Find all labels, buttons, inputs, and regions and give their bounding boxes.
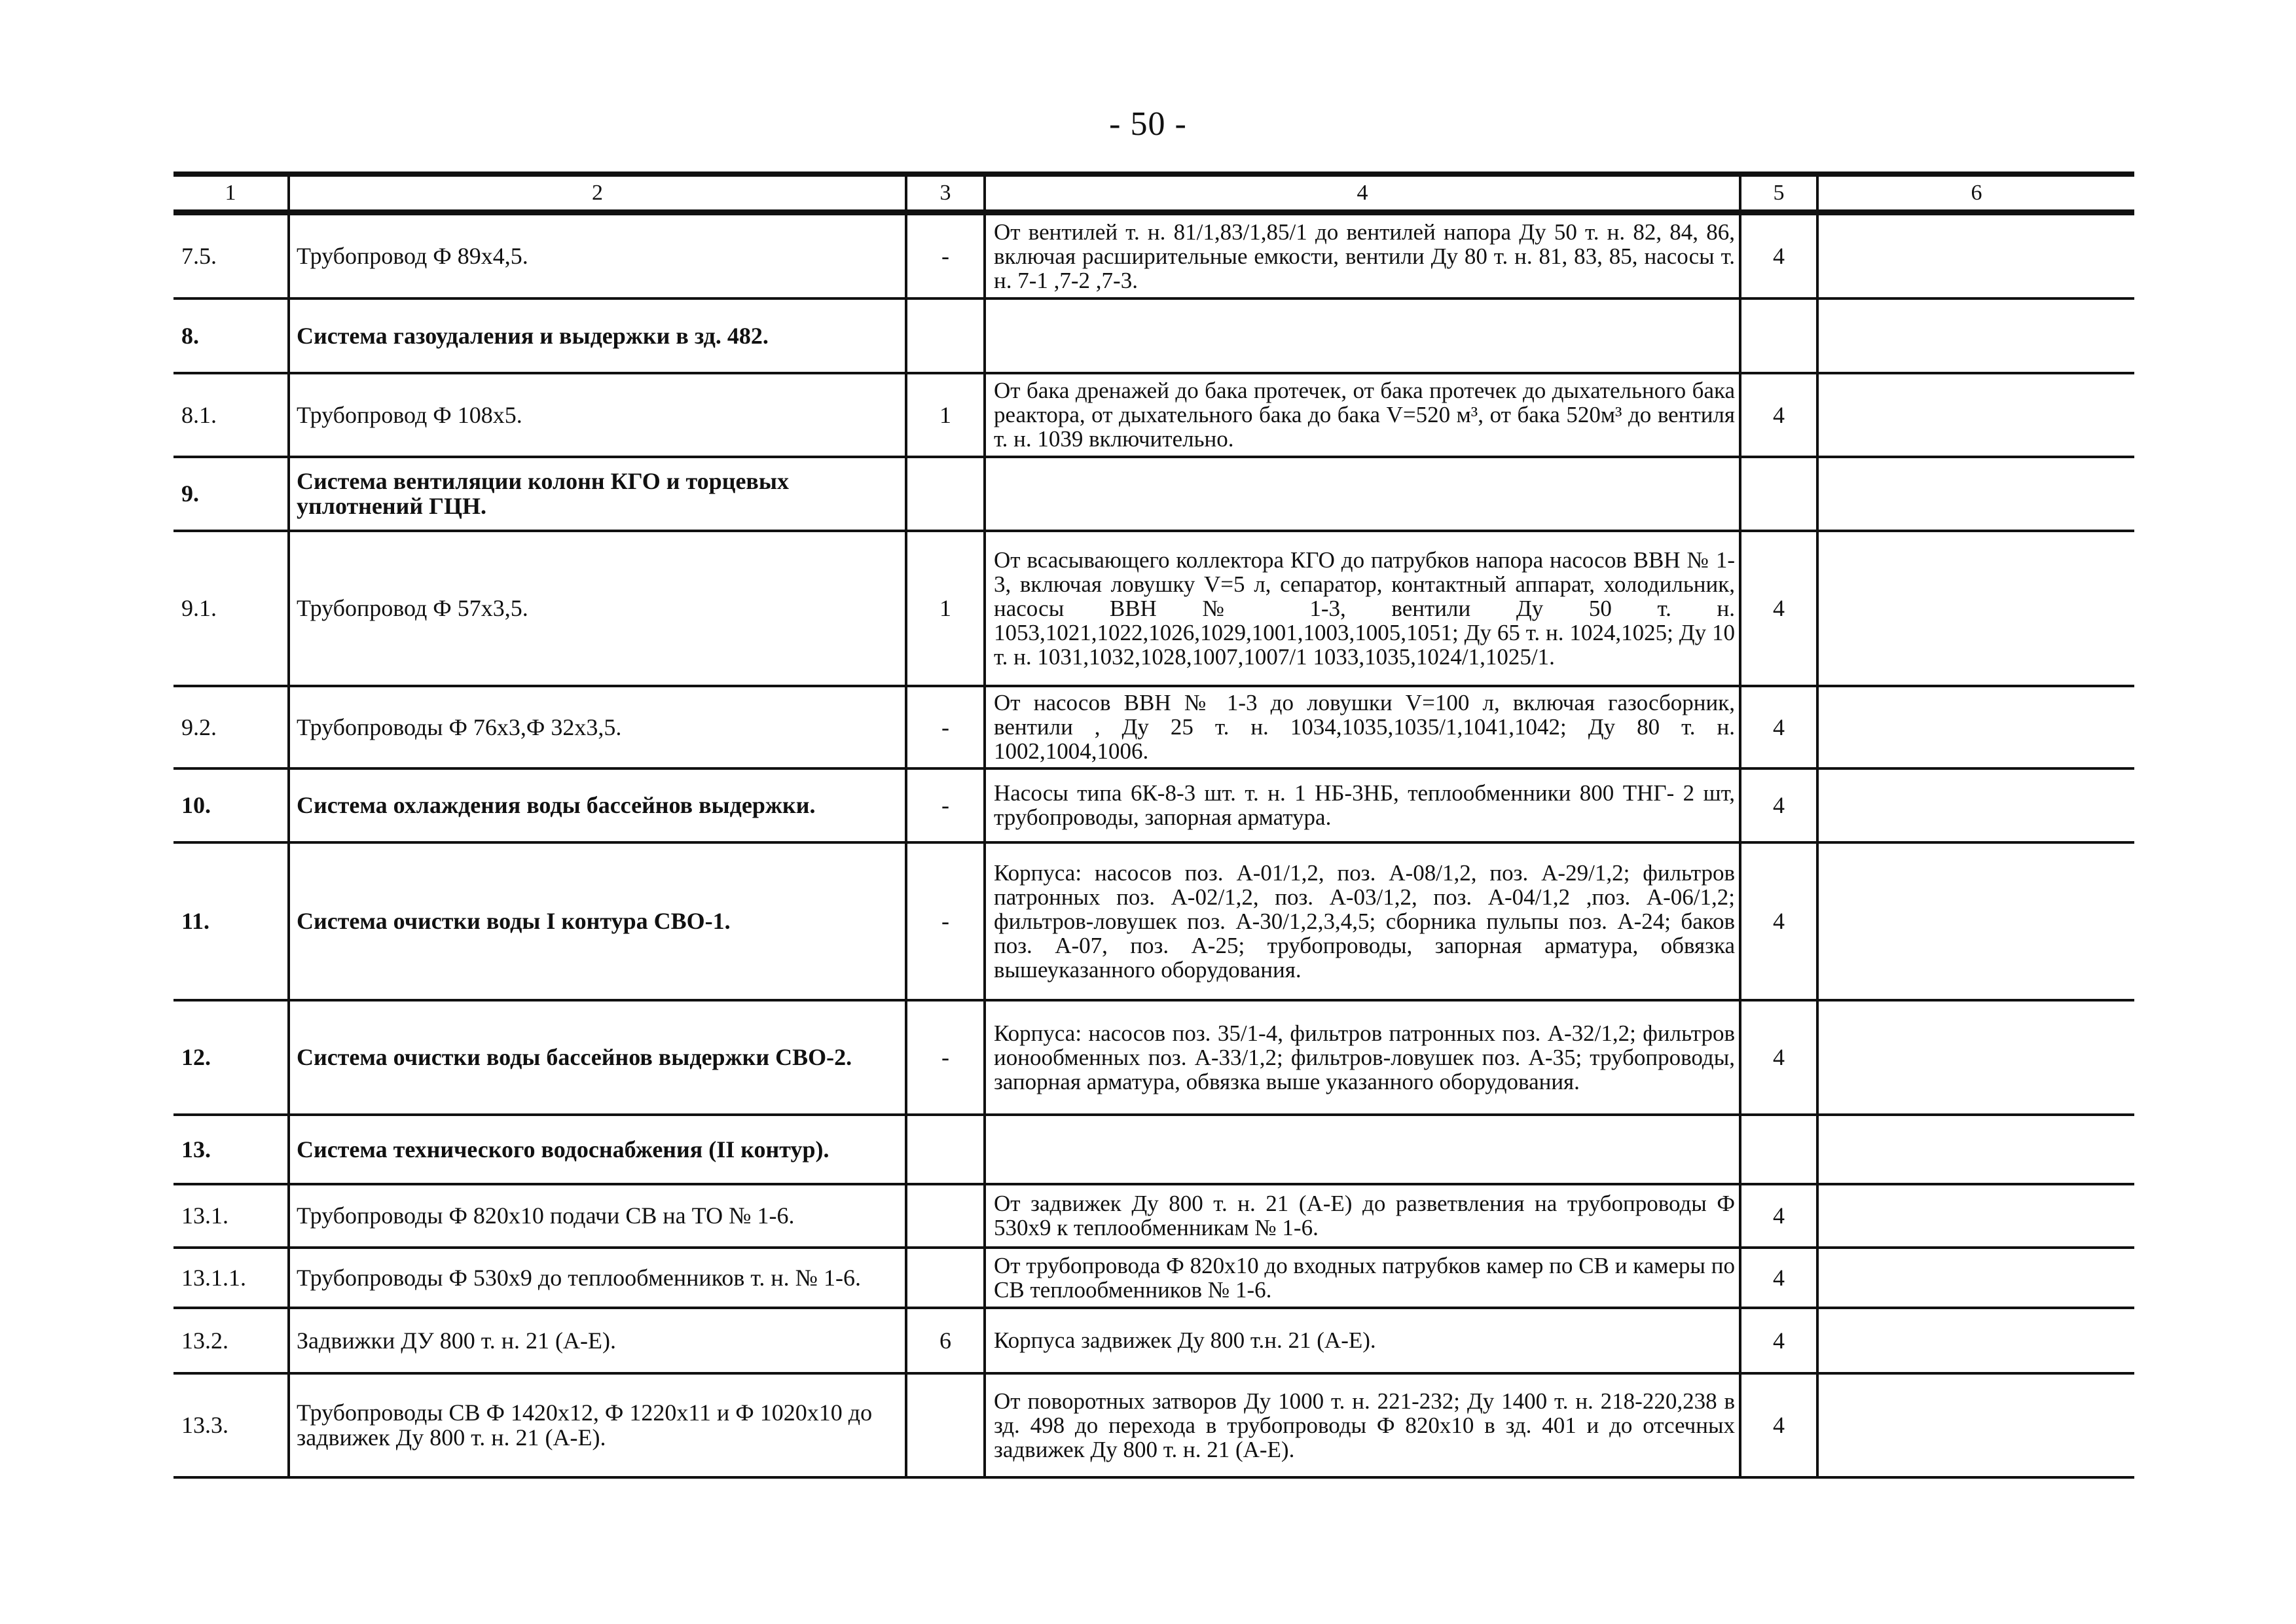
row-name: Трубопроводы Ф 820х10 подачи СВ на ТО № 1-6. [289,1184,906,1248]
page-number: - 50 - [1109,105,1187,143]
row-category: 4 [1740,531,1817,686]
table-row [173,531,2134,686]
row-category: 4 [1740,686,1817,768]
row-name: Трубопроводы СВ Ф 1420х12, Ф 1220х11 и Ф 1020х10 до задвижек Ду 800 т. н. 21 (А-Е). [289,1373,906,1477]
row-note [1817,842,2134,1000]
equipment-table-container [173,171,2134,1479]
table-row [173,768,2134,842]
row-category: 4 [1740,768,1817,842]
column-number-row [173,174,2134,213]
row-number: 7.5. [173,213,289,298]
row-note [1817,1308,2134,1373]
row-number: 13.2. [173,1308,289,1373]
table-row [173,686,2134,768]
row-description [985,298,1740,373]
table-row [173,1000,2134,1115]
row-category: 4 [1740,1248,1817,1308]
column-number-1: 1 [173,174,289,213]
row-category: 4 [1740,373,1817,457]
row-number: 9.1. [173,531,289,686]
row-quantity: - [906,686,985,768]
row-description: Насосы типа 6К-8-3 шт. т. н. 1 НБ-3НБ, теплообменники 800 ТНГ- 2 шт, трубопроводы, запорная арматура. [985,768,1740,842]
row-quantity [906,457,985,531]
row-category: 4 [1740,1308,1817,1373]
row-note [1817,298,2134,373]
row-description: Корпуса задвижек Ду 800 т.н. 21 (А-Е). [985,1308,1740,1373]
row-description: От насосов ВВН № 1-3 до ловушки V=100 л, включая газосборник, вентили , Ду 25 т. н. 1034,1035,1035/1,1041,1042; Ду 80 т. н. 1002,1004,1006. [985,686,1740,768]
row-note [1817,531,2134,686]
row-number: 9. [173,457,289,531]
table-row [173,842,2134,1000]
row-note [1817,1000,2134,1115]
row-name: Трубопроводы Ф 530х9 до теплообменников т. н. № 1-6. [289,1248,906,1308]
row-name: Трубопроводы Ф 76х3,Ф 32х3,5. [289,686,906,768]
row-name: Трубопровод Ф 89х4,5. [289,213,906,298]
row-number: 11. [173,842,289,1000]
row-note [1817,686,2134,768]
table-row [173,1248,2134,1308]
row-description: От задвижек Ду 800 т. н. 21 (А-Е) до разветвления на трубопроводы Ф 530х9 к теплообменникам № 1-6. [985,1184,1740,1248]
row-number: 10. [173,768,289,842]
row-quantity: 1 [906,531,985,686]
column-number-4: 4 [985,174,1740,213]
row-number: 13. [173,1115,289,1184]
column-number-2: 2 [289,174,906,213]
table-row [173,373,2134,457]
row-number: 8.1. [173,373,289,457]
row-name: Система очистки воды I контура СВО-1. [289,842,906,1000]
row-category: 4 [1740,842,1817,1000]
row-name: Система охлаждения воды бассейнов выдержки. [289,768,906,842]
row-category: 4 [1740,1000,1817,1115]
row-category: 4 [1740,1373,1817,1477]
row-name: Система очистки воды бассейнов выдержки СВО-2. [289,1000,906,1115]
column-number-5: 5 [1740,174,1817,213]
table-row [173,298,2134,373]
row-category [1740,1115,1817,1184]
table-row [173,1184,2134,1248]
row-number: 13.3. [173,1373,289,1477]
row-category [1740,298,1817,373]
row-quantity [906,1248,985,1308]
row-note [1817,373,2134,457]
row-note [1817,1115,2134,1184]
row-description [985,457,1740,531]
row-description [985,1115,1740,1184]
table-row [173,1115,2134,1184]
column-number-6: 6 [1817,174,2134,213]
row-category [1740,457,1817,531]
row-description: От поворотных затворов Ду 1000 т. н. 221-232; Ду 1400 т. н. 218-220,238 в зд. 498 до перехода в трубопроводы Ф 820х10 в зд. 401 и до отсечных задвижек Ду 800 т. н. 21 (А-Е). [985,1373,1740,1477]
row-description: От бака дренажей до бака протечек, от бака протечек до дыхательного бака реактора, от дыхательного бака до бака V=520 м³, от бака 520м³ до вентиля т. н. 1039 включительно. [985,373,1740,457]
row-note [1817,1373,2134,1477]
row-category: 4 [1740,1184,1817,1248]
column-number-3: 3 [906,174,985,213]
row-category: 4 [1740,213,1817,298]
row-quantity: - [906,768,985,842]
row-quantity: 1 [906,373,985,457]
row-quantity: 6 [906,1308,985,1373]
row-description: Корпуса: насосов поз. 35/1-4, фильтров патронных поз. А-32/1,2; фильтров ионообменных поз. А-33/1,2; фильтров-ловушек поз. А-35; трубопроводы, запорная арматура, обвязка выше указанного оборудования. [985,1000,1740,1115]
row-name: Система газоудаления и выдержки в зд. 482. [289,298,906,373]
row-quantity [906,1373,985,1477]
row-name: Система вентиляции колонн КГО и торцевых уплотнений ГЦН. [289,457,906,531]
row-number: 12. [173,1000,289,1115]
row-number: 9.2. [173,686,289,768]
row-description: От трубопровода Ф 820х10 до входных патрубков камер по СВ и камеры по СВ теплообменников № 1-6. [985,1248,1740,1308]
row-number: 13.1.1. [173,1248,289,1308]
row-quantity [906,1115,985,1184]
row-note [1817,457,2134,531]
row-note [1817,768,2134,842]
table-row [173,457,2134,531]
table-row [173,1373,2134,1477]
table-row [173,1308,2134,1373]
row-quantity [906,298,985,373]
row-note [1817,1248,2134,1308]
equipment-table [173,171,2134,1479]
row-description: Корпуса: насосов поз. А-01/1,2, поз. А-08/1,2, поз. А-29/1,2; фильтров патронных поз. А-02/1,2, поз. А-03/1,2, поз. А-04/1,2 ,поз. А-06/1,2; фильтров-ловушек поз. А-30/1,2,3,4,5; сборника пульпы поз. А-24; баков поз. А-07, поз. А-25; трубопроводы, запорная арматура, обвязка вышеуказанного оборудования. [985,842,1740,1000]
table-row [173,213,2134,298]
row-note [1817,1184,2134,1248]
row-note [1817,213,2134,298]
row-description: От вентилей т. н. 81/1,83/1,85/1 до вентилей напора Ду 50 т. н. 82, 84, 86, включая расширительные емкости, вентили Ду 80 т. н. 81, 83, 85, насосы т. н. 7-1 ,7-2 ,7-3. [985,213,1740,298]
row-description: От всасывающего коллектора КГО до патрубков напора насосов ВВН № 1-3, включая ловушку V=5 л, сепаратор, контактный аппарат, холодильник, насосы ВВН № 1-3, вентили Ду 50 т. н. 1053,1021,1022,1026,1029,1001,1003,1005,1051; Ду 65 т. н. 1024,1025; Ду 10 т. н. 1031,1032,1028,1007,1007/1 1033,1035,1024/1,1025/1. [985,531,1740,686]
row-name: Задвижки ДУ 800 т. н. 21 (А-Е). [289,1308,906,1373]
row-number: 13.1. [173,1184,289,1248]
row-name: Трубопровод Ф 108х5. [289,373,906,457]
row-name: Система технического водоснабжения (II контур). [289,1115,906,1184]
row-quantity: - [906,1000,985,1115]
row-quantity: - [906,842,985,1000]
row-quantity [906,1184,985,1248]
row-quantity: - [906,213,985,298]
row-number: 8. [173,298,289,373]
row-name: Трубопровод Ф 57х3,5. [289,531,906,686]
